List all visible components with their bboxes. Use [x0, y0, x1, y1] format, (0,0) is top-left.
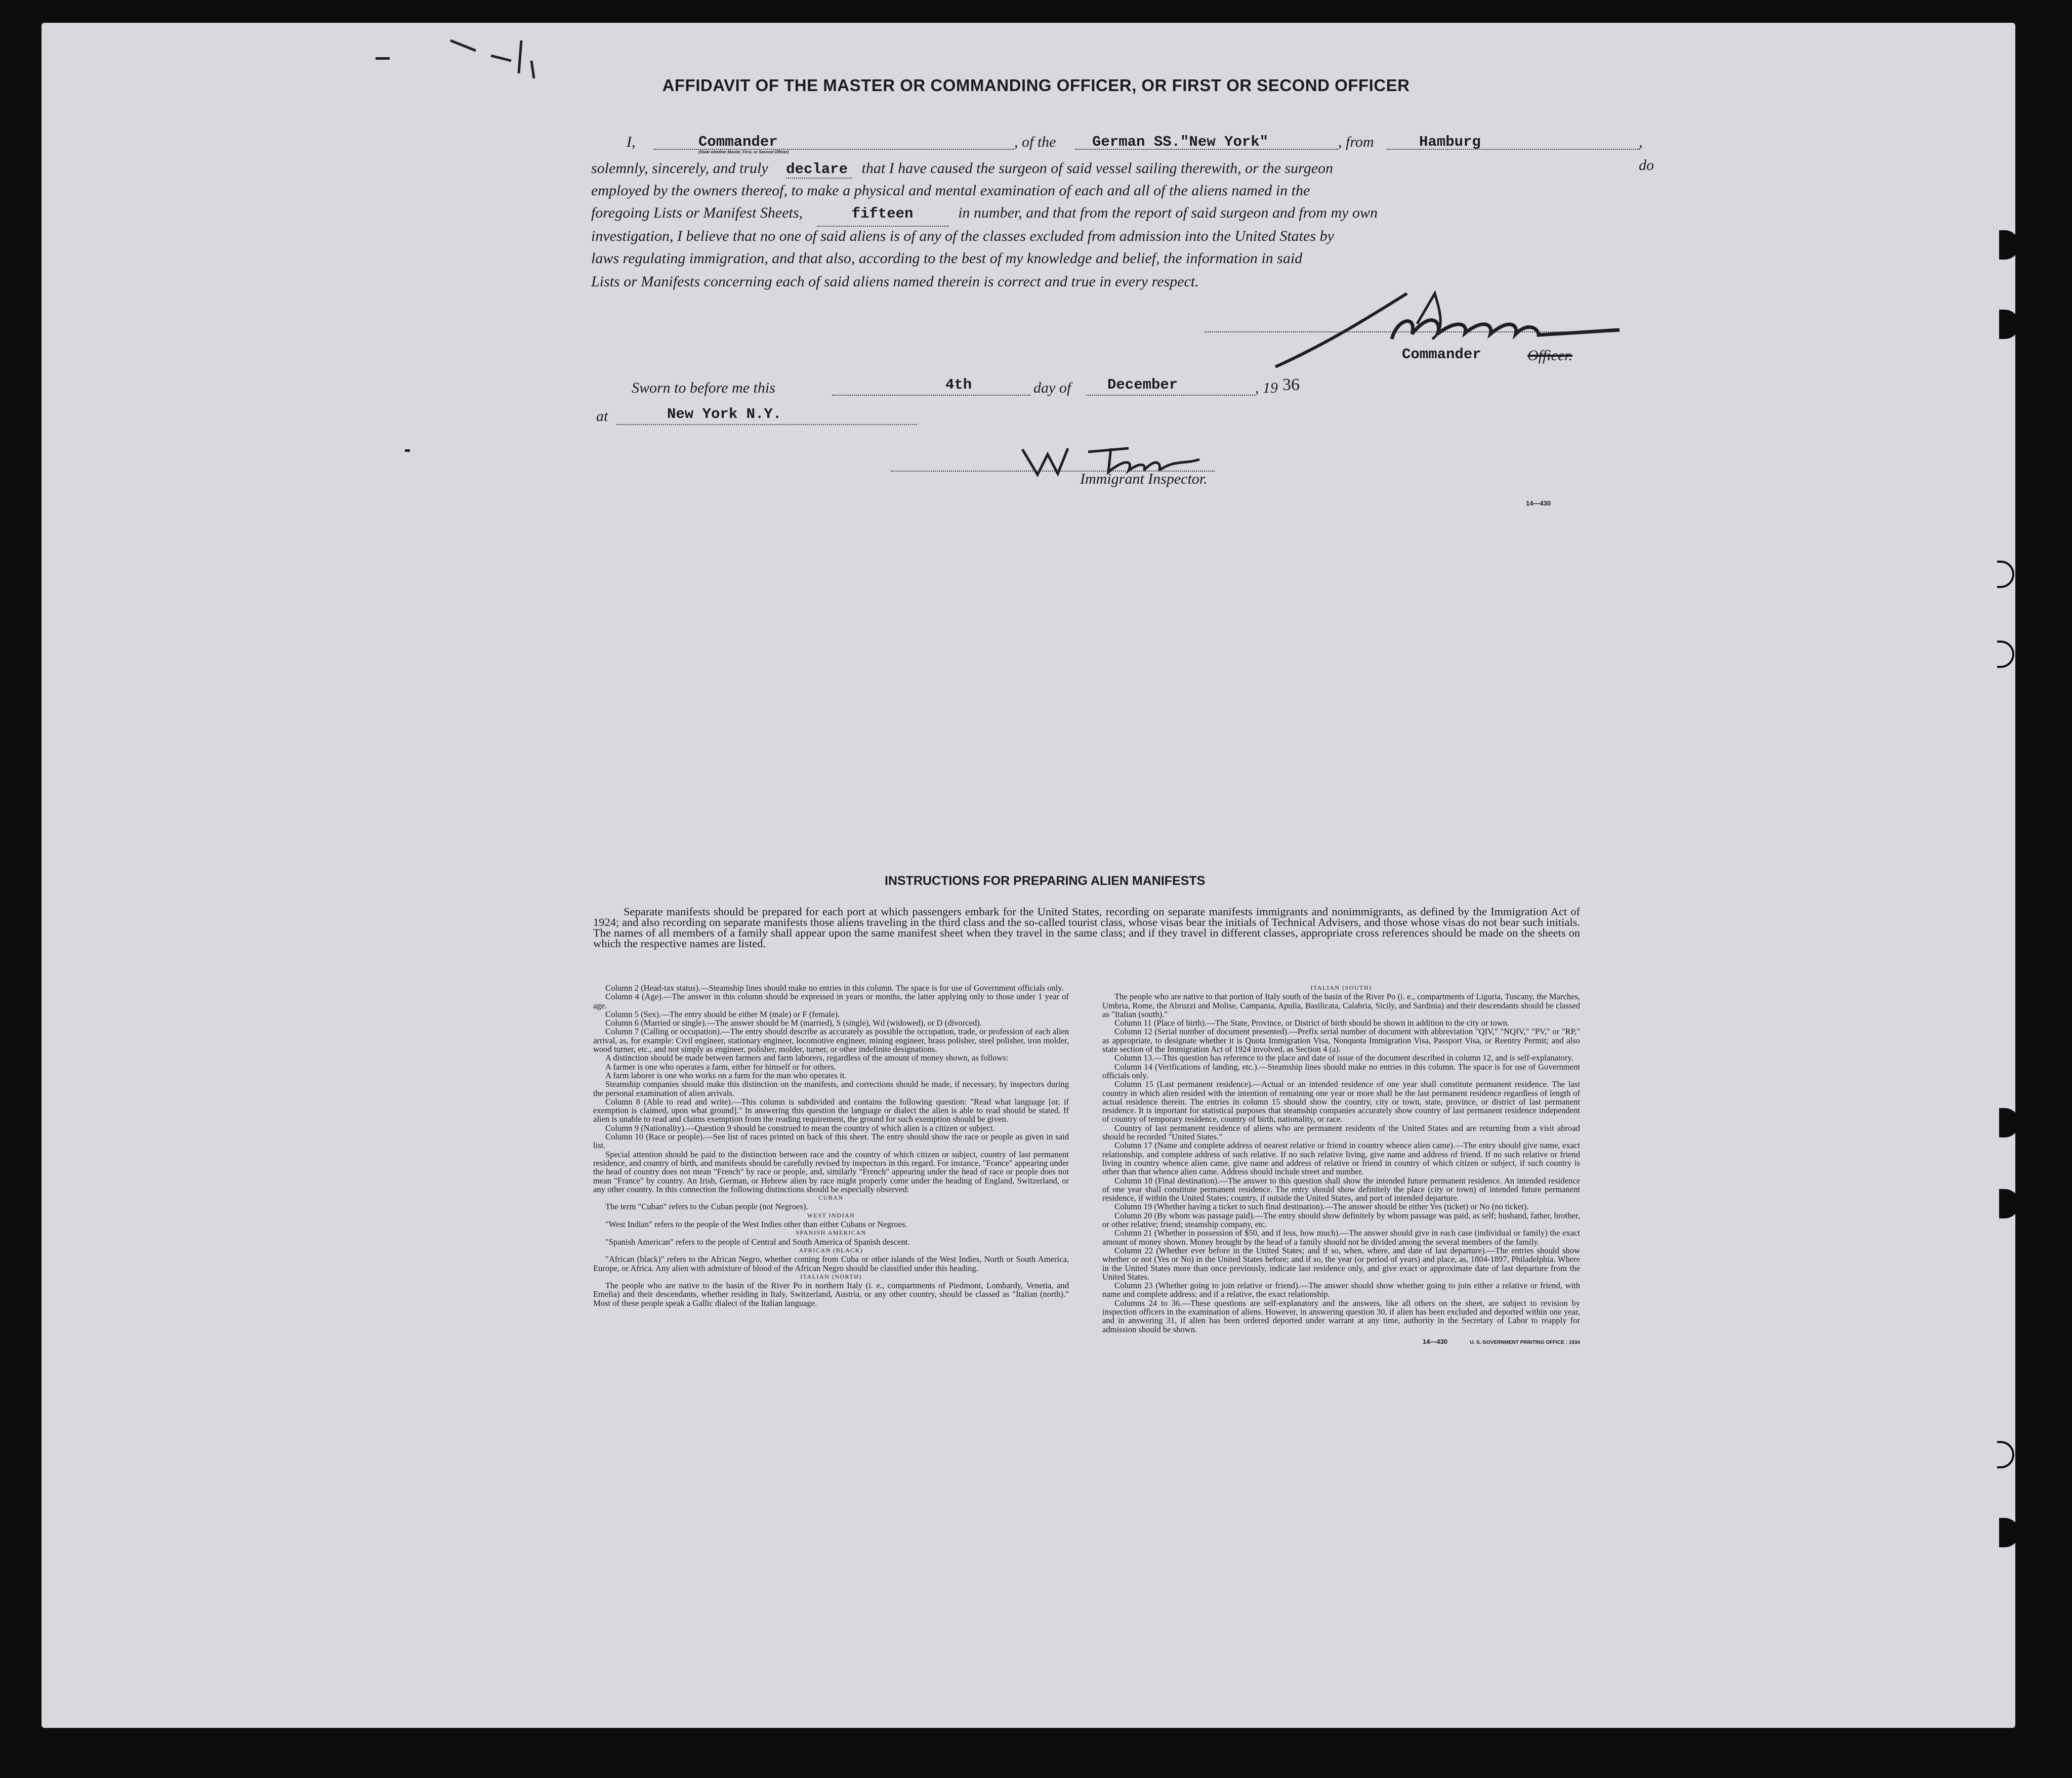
- from-label: , from: [1338, 134, 1374, 150]
- race-definition: The people who are native to the basin of the River Po in northern Italy (i. e., compartments of Piedmont, Lombardy, Venetia, and Emelia) and their descendants, whether residing in Italy, Switzerland, Austria, or any other country, should be classed as "Italian (north)." Most of these people speak a Gallic dialect of the Italian language.: [593, 1281, 1069, 1308]
- right-paragraph: Column 17 (Name and complete address of nearest relative or friend in country whence alien came).—The entry should give name, exact relationship, and complete address of such relative. If no such relative living, give name and address of friend. If no such relative or friend living in country whence alien came, give name and address of relative or friend in country of which citizen or subject, if such country is other than that whence alien came. Address should include street and number.: [1102, 1140, 1580, 1177]
- port-field: Hamburg: [1419, 134, 1481, 150]
- day-of-label: day of: [1033, 379, 1071, 396]
- do-label: , do: [1639, 134, 1654, 174]
- line-2-suffix: that I have caused the surgeon of said vessel sailing therewith, or the surgeon: [861, 160, 1334, 177]
- line-2-prefix: solemnly, sincerely, and truly: [591, 160, 768, 177]
- footer-printer: U. S. GOVERNMENT PRINTING OFFICE : 1934: [1470, 1339, 1580, 1345]
- right-paragraph: Column 19 (Whether having a ticket to such final destination).—The answer should be either Yes (ticket) or No (no ticket).: [1114, 1202, 1529, 1212]
- sworn-line: [632, 376, 1391, 400]
- place-field: New York N.Y.: [667, 406, 782, 422]
- instructions-intro: Separate manifests should be prepared for each port at which passengers embark for the United States, recording on separate manifests immigrants and nonimmigrants, as defined by the Immigration Act of 1924; and also recording on separate manifests those aliens traveling in the third class and the so-called tourist class, whose visas bear the initials of Technical Advisers, and those whose visas do not bear such initials. The names of all members of a family shall appear upon the same manifest sheet when they travel in the same class; and if they travel in different classes, appropriate cross references should be made on the sheets on which the respective names are listed.: [593, 905, 1580, 950]
- struck-officer-word: Officer.: [1527, 347, 1573, 364]
- year-suffix: 36: [1282, 375, 1300, 394]
- scan-mark: [405, 449, 410, 452]
- race-definition: "Spanish American" refers to the people of Central and South America of Spanish descent.: [605, 1237, 910, 1247]
- instructions-footer: [1102, 1337, 1580, 1347]
- right-paragraph: Column 12 (Serial number of document presented).—Prefix serial number of document with abbreviation "QIV," "NQIV," "PV," or "RP," as appropriate, to designate whether it is Quota Immigration Visa, Nonquota Immigration Visa, Passport Visa, or Reentry Permit; and also state section of the Immigration Act of 1924 involved, as Section 4 (a).: [1102, 1027, 1580, 1054]
- i-label: I,: [627, 134, 636, 150]
- race-heading: AFRICAN (BLACK): [799, 1246, 863, 1254]
- race-definition: "West Indian" refers to the people of the West Indies other than either Cubans or Negroes.: [605, 1219, 907, 1230]
- left-paragraph: Special attention should be paid to the distinction between race and the country of which citizen or subject, country of last permanent residence, and country of birth, and manifests should be carefully revised by inspectors in this regard. For instance, "France" appearing under the head of country does not mean "French" by race or people, and, similarly "French" appearing under the head of race or people does not mean "France" by country. An Irish, German, or Hebrew alien by race might properly come under the heading of England, Switzerland, or any other country. In this connection the following distinctions should be especially observed:: [593, 1149, 1069, 1194]
- left-paragraph: A distinction should be made between farmers and farm laborers, regardless of the amount of money shown, as follows:: [605, 1053, 1009, 1063]
- year-prefix: , 19: [1255, 379, 1278, 396]
- left-paragraph: Column 6 (Married or single).—The answer should be M (married), S (single), Wd (widowed), or D (divorced).: [605, 1018, 982, 1028]
- left-paragraph: Column 5 (Sex).—The entry should be either M (male) or F (female).: [605, 1009, 840, 1019]
- day-field: 4th: [945, 376, 972, 393]
- affidavit-form-number: 14—430: [1526, 499, 1551, 507]
- affidavit-line-3: employed by the owners thereof, to make a physical and mental examination of each and all of the aliens named in the: [591, 182, 1310, 199]
- affidavit-line-5: investigation, I believe that no one of said aliens is of any of the classes excluded from admission into the United States by: [591, 228, 1334, 244]
- page-edge: [2015, 20, 2072, 1778]
- race-heading: SPANISH AMERICAN: [796, 1229, 866, 1237]
- right-paragraph: Column 23 (Whether going to join relative or friend).—The answer should show whether going to join either a relative or friend, with name and complete address; and if a relative, the exact relationship.: [1102, 1281, 1580, 1299]
- race-heading: ITALIAN (NORTH): [800, 1273, 862, 1280]
- at-line: [596, 405, 920, 428]
- vessel-underline: [1075, 149, 1338, 150]
- sworn-prefix: Sworn to before me this: [632, 379, 775, 396]
- footer-form-number: 14—430: [1422, 1337, 1448, 1345]
- race-heading: WEST INDIAN: [807, 1211, 855, 1219]
- inspector-label: Immigrant Inspector.: [1080, 471, 1208, 487]
- right-paragraph: Column 22 (Whether ever before in the United States; and if so, when, where, and date of last departure).—The entries should show whether or not (Yes or No) in the United States before; and if so, the year (or period of years) and place, as, 1804-1897, Philadelphia. Where in the United States more than once previously, indicate last residence only, and give exact or approximate date of last departure from the United States.: [1102, 1245, 1580, 1282]
- rank-note: (State whether Master, First, or Second Officer): [698, 150, 789, 154]
- left-paragraph: Column 4 (Age).—The answer in this column should be expressed in years or months, the latter applying only to those under 1 year of age.: [593, 992, 1069, 1010]
- line-4-prefix: foregoing Lists or Manifest Sheets,: [591, 204, 803, 221]
- affidavit-line-7: Lists or Manifests concerning each of said aliens named therein is correct and true in every respect.: [591, 273, 1199, 290]
- left-paragraph: Steamship companies should make this distinction on the manifests, and corrections should be made, if necessary, by inspectors during the personal examination of alien arrivals.: [593, 1079, 1069, 1098]
- left-paragraph: Column 10 (Race or people).—See list of races printed on back of this sheet. The entry should show the race or people as given in said list.: [593, 1132, 1069, 1151]
- right-paragraph: Column 13.—This question has reference to the place and date of issue of the document described in column 12, and is self-explanatory.: [1114, 1053, 1573, 1063]
- right-paragraph: Column 18 (Final destination).—The answer to this question shall show the intended future permanent residence. An intended residence of one year shall constitute permanent residence. The entry should show definitely the place (city or town) of intended future permanent residence, if within the United States; country, if outside the United States, and port of intended departure.: [1102, 1175, 1580, 1203]
- left-paragraph: Column 9 (Nationality).—Question 9 should be construed to mean the country of which alien is a citizen or subject.: [605, 1123, 995, 1133]
- scan-scribble: [445, 30, 547, 81]
- right-paragraph: Column 11 (Place of birth).—The State, Province, or District of birth should be shown in addition to the city or town.: [1114, 1018, 1510, 1028]
- right-paragraph: Column 14 (Verifications of landing, etc.).—Steamship lines should make no entries in this column. The space is for use of Government officials only.: [1102, 1062, 1580, 1080]
- instructions-left-column: [593, 984, 1069, 1307]
- month-field: December: [1107, 376, 1178, 393]
- right-paragraph: Columns 24 to 36.—These questions are self-explanatory and the answers, like all others on the sheet, are subject to revision by inspection officers in the examination of aliens. However, in answering question 30, if alien has been excluded and deported within one year, and in answering 31, if alien has been ordered deported under warrant at any time, authority in the Secretary of Labor to reapply for admission should be shown.: [1102, 1298, 1580, 1334]
- affidavit-line-2: [591, 157, 1603, 180]
- instructions-title: INSTRUCTIONS FOR PREPARING ALIEN MANIFESTS: [885, 874, 1206, 888]
- race-definition: The term "Cuban" refers to the Cuban people (not Negroes).: [605, 1202, 808, 1212]
- count-field: fifteen: [817, 202, 948, 227]
- right-paragraph: Column 20 (By whom was passage paid).—The entry should show definitely by whom passage was paid, as self; husband, father, brother, or other relative; friend; steamship company, etc.: [1102, 1210, 1580, 1230]
- rank-field: Commander: [698, 134, 778, 150]
- signer-rank: Commander: [1402, 346, 1481, 363]
- race-heading: ITALIAN (SOUTH): [1310, 984, 1372, 991]
- affidavit-line-4: [591, 201, 1624, 227]
- signature-line: [1205, 331, 1609, 332]
- right-paragraph: Column 15 (Last permanent residence).—Actual or an intended residence of one year shall constitute permanent residence. The last country in which alien resided with the intention of remaining one year or more shall be the last permanent residence regardless of length of actual residence therein. The entries in column 15 should show the country, city or town, state, province, or district of last permanent residence. It is important for statistical purposes that steamship companies accurately show country of last permanent residence independent of country of temporary residence, country of birth, nationality, or race.: [1102, 1079, 1580, 1124]
- left-paragraph: A farmer is one who operates a farm, either for himself or for others.: [605, 1062, 836, 1072]
- port-underline: [1387, 149, 1640, 150]
- vessel-field: German SS."New York": [1092, 134, 1269, 150]
- left-paragraph: A farm laborer is one who works on a farm for the man who operates it.: [605, 1070, 847, 1080]
- affidavit-line-6: laws regulating immigration, and that also, according to the best of my knowledge and belief, the information in said: [591, 250, 1303, 267]
- left-paragraph: Column 7 (Calling or occupation).—The entry should describe as accurately as possible the occupation, trade, or profession of each alien arrival, as, for example: Civil engineer, stationary engineer, locomotive engineer, mining engineer, brass polisher, steel polisher, iron molder, wood turner, etc., and not simply as engineer, polisher, molder, turner, or other indefinite designations.: [593, 1027, 1069, 1054]
- day-underline: [832, 395, 1030, 396]
- of-the-label: , of the: [1014, 134, 1056, 150]
- right-paragraph: Country of last permanent residence of aliens who are permanent residents of the United States and are returning from a visit abroad should be recorded "United States.": [1102, 1123, 1580, 1142]
- left-paragraph: Column 2 (Head-tax status).—Steamship lines should make no entries in this column. The space is for use of Government officials only.: [605, 983, 1064, 993]
- left-paragraph: Column 8 (Able to read and write).—This column is subdivided and contains the following question: "Read what language [or, if exemption is claimed, upon what ground]." In answering this question the language or dialect the alien is able to read should be stated. If alien is unable to read and claims exemption from the reading requirement, the ground for such exemption should be given.: [593, 1096, 1069, 1124]
- right-paragraph: Column 21 (Whether in possession of $50, and if less, how much).—The answer should give in each case (individual or family) the exact amount of money shown. Money brought by the head of a family should not be divided among the several members of the family.: [1102, 1228, 1580, 1247]
- right-paragraph: The people who are native to that portion of Italy south of the basin of the River Po (i. e., compartments of Liguria, Tuscany, the Marches, Umbria, Rome, the Abruzzi and Molise, Campania, Apulia, Basilicata, Calabria, Sicily, and Sardinia) and their descendants should be classed as "Italian (south).": [1102, 992, 1580, 1019]
- scan-mark: [376, 57, 390, 60]
- race-definition: "African (black)" refers to the African Negro, whether coming from Cuba or other islands of the West Indies, North or South America, Europe, or Africa. Any alien with admixture of blood of the African Negro should be classified under this heading.: [593, 1254, 1069, 1273]
- race-heading: CUBAN: [818, 1194, 844, 1202]
- instructions-right-column: [1102, 984, 1580, 1347]
- affidavit-title: AFFIDAVIT OF THE MASTER OR COMMANDING OFFICER, OR FIRST OR SECOND OFFICER: [662, 76, 1410, 95]
- declare-field: declare: [786, 161, 852, 179]
- line-4-suffix: in number, and that from the report of said surgeon and from my own: [958, 204, 1378, 221]
- at-label: at: [596, 408, 608, 425]
